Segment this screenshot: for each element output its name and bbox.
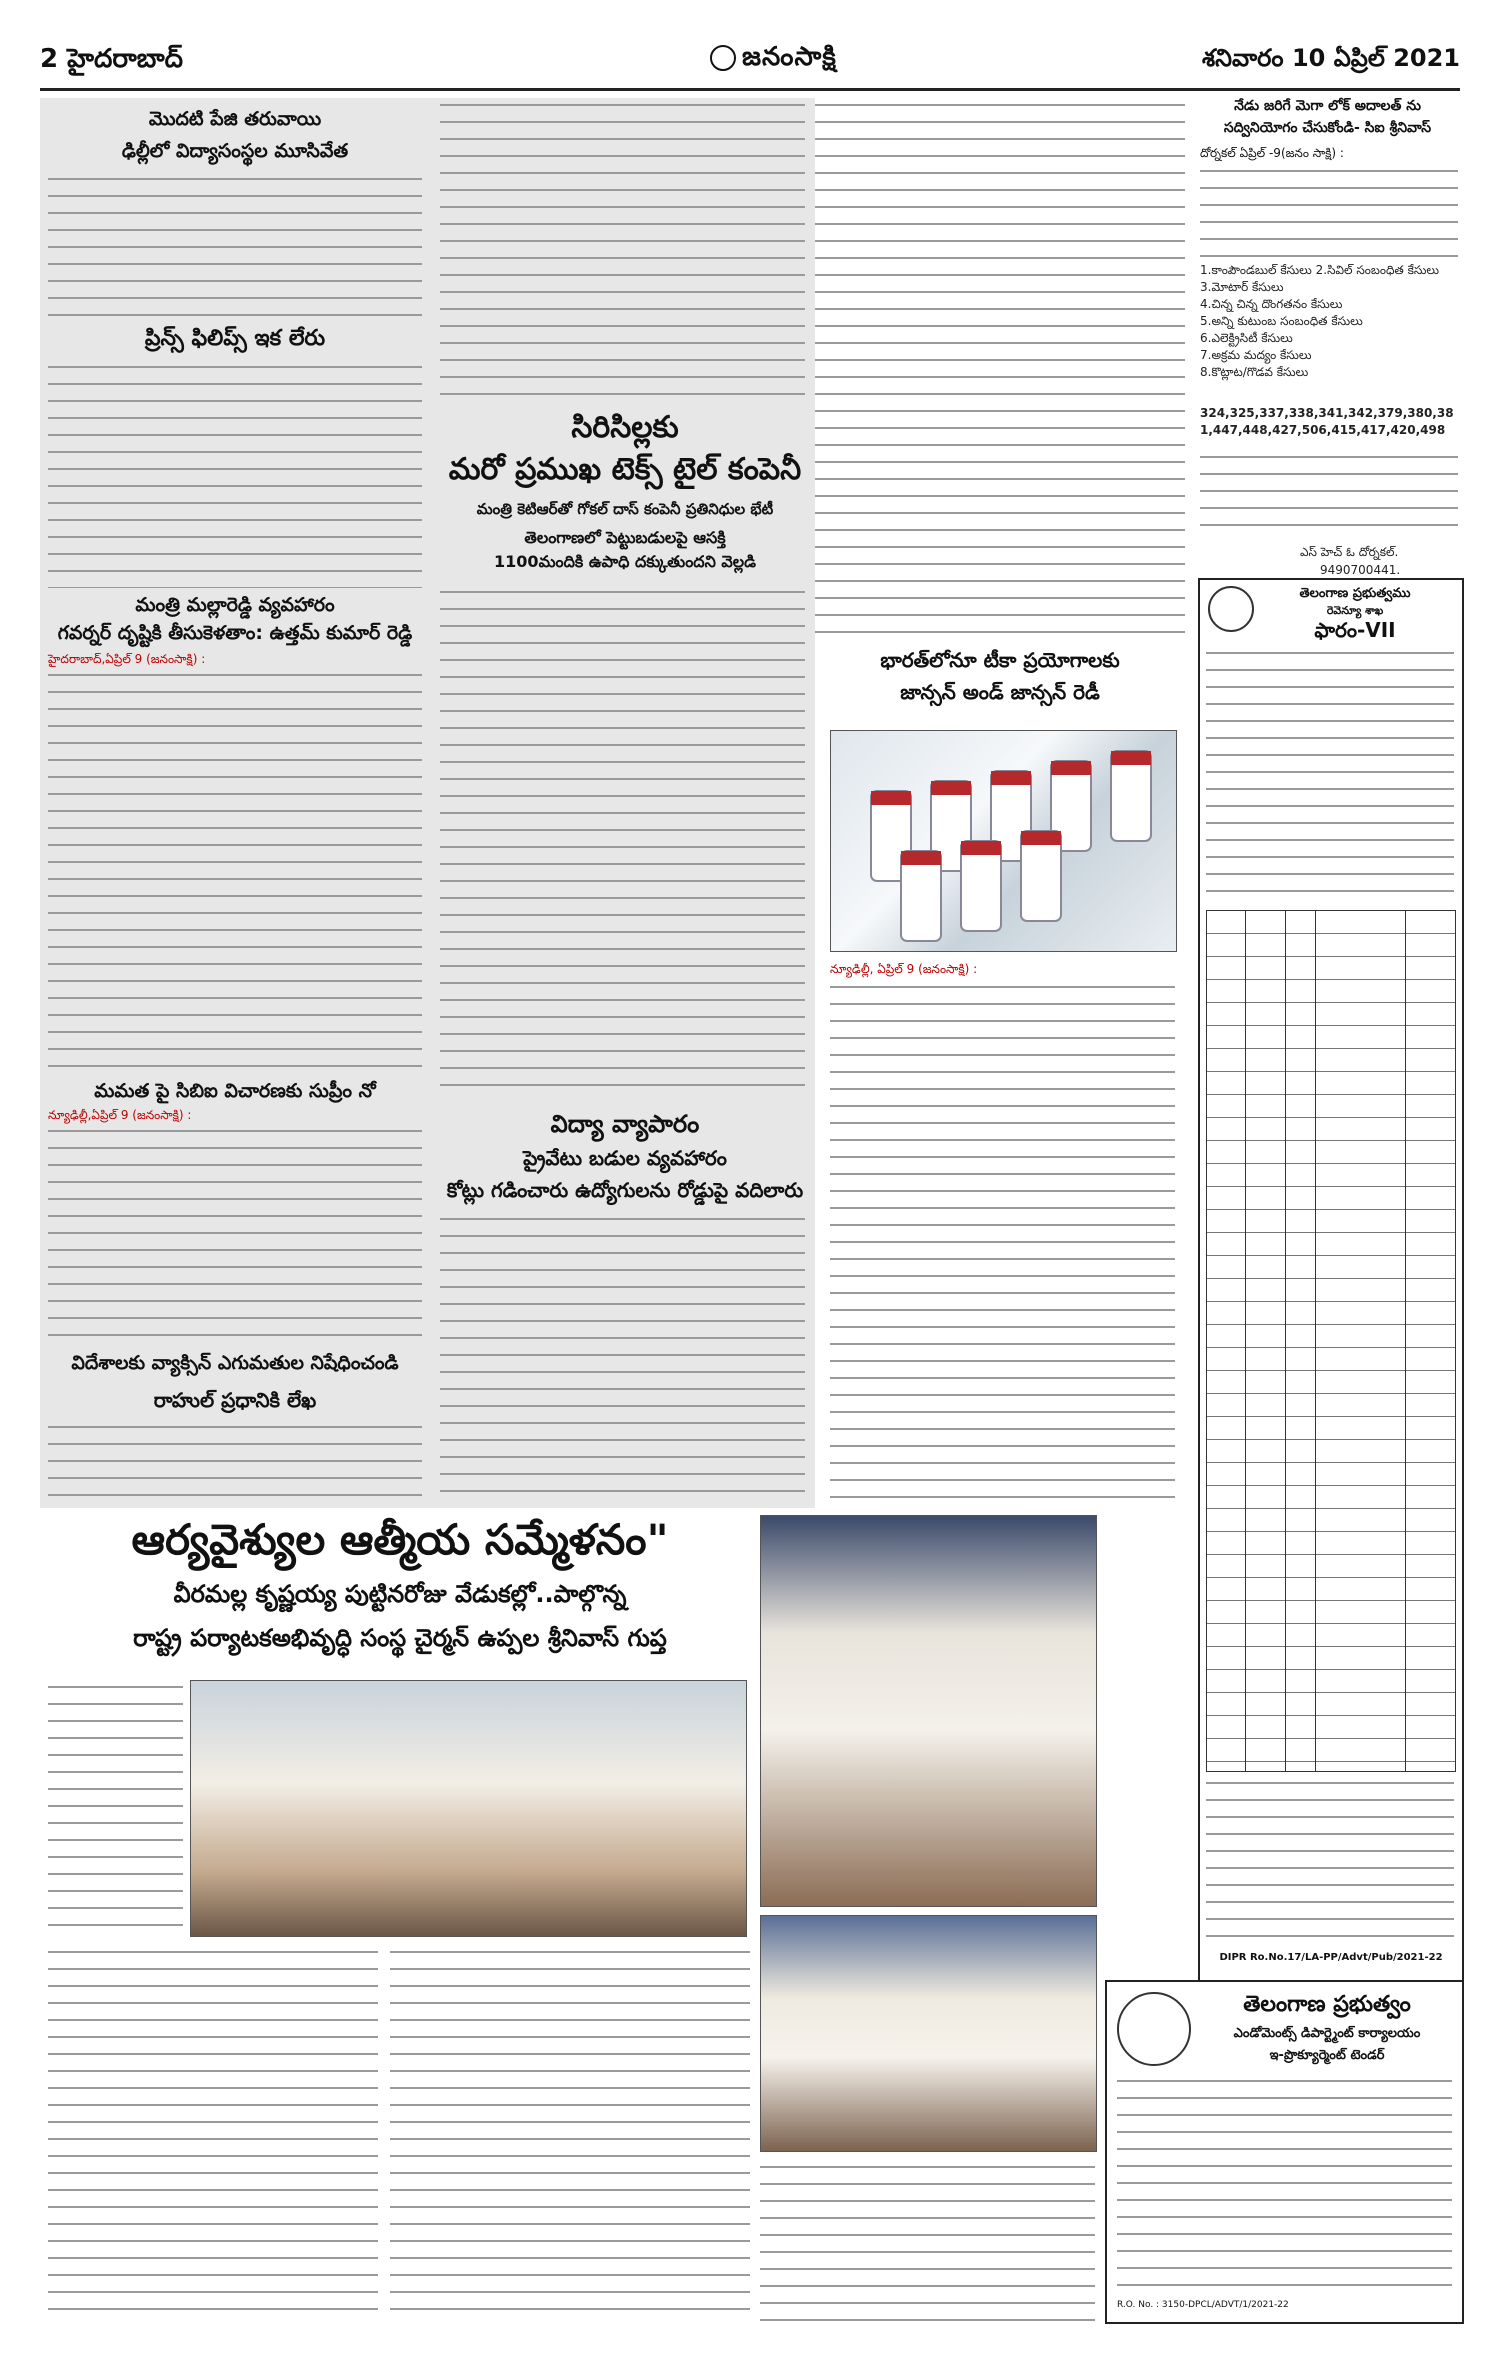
- bottom-subheadline-2: రాష్ట్ర పర్యాటకఅభివృద్ధి సంస్థ చైర్మన్ ఉప్పల శ్రీనివాస్ గుప్త: [133, 1624, 667, 1652]
- center-headline-3: మంత్రి కెటిఆర్‌తో గోకల్ దాస్ కంపెనీ ప్రతినిధుల భేటీ: [476, 500, 774, 518]
- list-item: 5.అన్ని కుటుంబ సంబంధిత కేసులు: [1200, 314, 1363, 328]
- left-headline-5: మమత పై సిబిఐ విచారణకు సుప్రీం నో: [94, 1080, 376, 1102]
- event-photo-felicitation-2: [760, 1915, 1097, 2152]
- left-headline-4a: మంత్రి మల్లారెడ్డి వ్యవహారం: [135, 594, 335, 616]
- land-schedule-table: [1206, 910, 1456, 1772]
- issue-date: శనివారం 10 ఏప్రిల్ 2021: [1201, 44, 1460, 72]
- article-body: [48, 360, 422, 588]
- govt-emblem-icon: [1117, 1992, 1191, 2066]
- article-body: [830, 980, 1175, 1500]
- center-headline-8: కోట్లు గడించారు ఉద్యోగులను రోడ్డుపై వదిలారు: [446, 1178, 804, 1202]
- list-item: 7.అక్రమ మద్యం కేసులు: [1200, 348, 1312, 362]
- article-body: [760, 2160, 1095, 2325]
- center-headline-9b: జాన్సన్ అండ్ జాన్సన్ రెడీ: [900, 680, 1100, 704]
- article-body: [1200, 450, 1458, 540]
- article-body: [48, 172, 422, 320]
- article-body: [815, 98, 1185, 638]
- article-body: [440, 585, 805, 1095]
- left-headline-6a: విదేశాలకు వ్యాక్సిన్ ఎగుమతుల నిషేధించండి: [71, 1352, 399, 1374]
- ad-dept: రెవెన్యూ శాఖ: [1326, 604, 1384, 617]
- center-headline-9a: భారత్‌లోనూ టీకా ప్రయోగాలకు: [880, 648, 1120, 672]
- center-headline-1: సిరిసిల్లకు: [571, 410, 679, 445]
- ad-form-title: ఫారం-VII: [1314, 618, 1396, 642]
- section-numbers: 324,325,337,338,341,342,379,380,38 1,447,448,427,506,415,417,420,498: [1200, 406, 1454, 437]
- endow-tender-title: ఇ-ప్రొక్యూర్మెంట్ టెండర్: [1269, 2048, 1385, 2063]
- dateline: దోర్నకల్ ఏప్రిల్ -9(జనం సాక్షి) :: [1200, 146, 1344, 160]
- bottom-subheadline-1: వీరమల్ల కృష్ణయ్య పుట్టినరోజు వేడుకల్లో..పాల్గొన్న: [173, 1580, 627, 1608]
- endowment-ad: [1105, 1980, 1464, 2324]
- event-photo-felicitation-1: [760, 1515, 1097, 1907]
- signature-line: ఎస్ హెచ్ ఓ దోర్నకల్.: [1300, 545, 1399, 559]
- left-headline-1: మొదటి పేజి తరువాయి: [148, 108, 322, 130]
- newspaper-logo: [710, 42, 837, 78]
- center-headline-5: 1100మందికి ఉపాధి దక్కుతుందని వెల్లడి: [494, 552, 756, 571]
- case-type-list: [1200, 262, 1458, 381]
- vial-illustration: [831, 731, 1176, 951]
- article-body: [48, 1124, 422, 1344]
- article-body: [48, 1945, 378, 2325]
- center-headline-6: విద్యా వ్యాపారం: [550, 1110, 700, 1138]
- list-item: 1.కాంపౌండబుల్ కేసులు 2.సివిల్ సంబంధిత కేసులు: [1200, 263, 1440, 277]
- list-item: 4.చిన్న చిన్న దొంగతనం కేసులు: [1200, 297, 1343, 311]
- endow-dept: ఎండోమెంట్స్ డిపార్ట్మెంట్ కార్యాలయం: [1233, 2026, 1421, 2041]
- left-headline-2: ఢిల్లీలో విద్యాసంస్థల మూసివేత: [121, 140, 349, 162]
- logo-icon: [710, 45, 736, 71]
- list-item: 3.మోటార్ కేసులు: [1200, 280, 1284, 294]
- list-item: 6.ఎలెక్ట్రిసిటీ కేసులు: [1200, 331, 1293, 345]
- phone-number: 9490700441.: [1320, 563, 1401, 577]
- left-headline-4b: గవర్నర్ దృష్టికి తీసుకెళతాం: ఉత్తమ్ కుమార్ రెడ్డి: [57, 622, 413, 644]
- left-headline-3: ప్రిన్స్ ఫిలిప్స్ ఇక లేరు: [144, 326, 326, 351]
- ad-form-footer-text: [1206, 1776, 1454, 1946]
- article-body: [48, 1680, 183, 1935]
- right-headline-2: సద్వినియోగం చేసుకోండి- సిఐ శ్రీనివాస్: [1223, 120, 1432, 136]
- ad-dipr-number: DIPR Ro.No.17/LA-PP/Advt/Pub/2021-22: [1219, 1952, 1443, 1963]
- endow-text: [1117, 2074, 1452, 2294]
- dateline: న్యూఢిల్లీ,ఏప్రిల్ 9 (జనంసాక్షి) :: [48, 1108, 192, 1122]
- bottom-headline: ఆర్యవైశ్యుల ఆత్మీయ సమ్మేళనం": [131, 1515, 669, 1564]
- masthead: [40, 38, 1460, 91]
- center-headline-7: ప్రైవేటు బడుల వ్యవహారం: [523, 1146, 727, 1170]
- article-body: [1200, 164, 1458, 260]
- center-headline-4: తెలంగాణలో పెట్టుబడులపై ఆసక్తి: [524, 528, 726, 547]
- dateline: హైదరాబాద్,ఏప్రిల్ 9 (జనంసాక్షి) :: [48, 652, 206, 666]
- event-photo-stage: [190, 1680, 747, 1937]
- newspaper-name: జనంసాక్షి: [742, 42, 837, 72]
- article-body: [440, 98, 805, 398]
- article-body: [390, 1945, 750, 2325]
- dateline: న్యూఢిల్లీ, ఏప్రిల్ 9 (జనంసాక్షి) :: [830, 962, 978, 976]
- ad-form-text: [1206, 646, 1454, 906]
- endow-ro-number: R.O. No. : 3150-DPCL/ADVT/1/2021-22: [1117, 2300, 1289, 2310]
- list-item: 8.కొట్లాట/గొడవ కేసులు: [1200, 365, 1309, 379]
- govt-emblem-icon: [1208, 586, 1254, 632]
- govt-form-ad: [1198, 578, 1464, 1982]
- vaccine-vials-photo: [830, 730, 1177, 952]
- right-headline-1: నేడు జరిగే మెగా లోక్ అదాలత్ ను: [1234, 98, 1421, 114]
- article-body: [48, 668, 422, 1068]
- center-headline-2: మరో ప్రముఖ టెక్స్ టైల్ కంపెనీ: [448, 452, 802, 487]
- article-body: [440, 1212, 805, 1502]
- article-body: [48, 1420, 422, 1502]
- ad-gov-title: తెలంగాణ ప్రభుత్వము: [1299, 586, 1411, 601]
- endow-gov-title: తెలంగాణ ప్రభుత్వం: [1243, 1992, 1411, 2017]
- left-headline-6b: రాహుల్ ప్రధానికి లేఖ: [153, 1388, 317, 1412]
- page-number: 2 హైదరాబాద్: [40, 44, 183, 74]
